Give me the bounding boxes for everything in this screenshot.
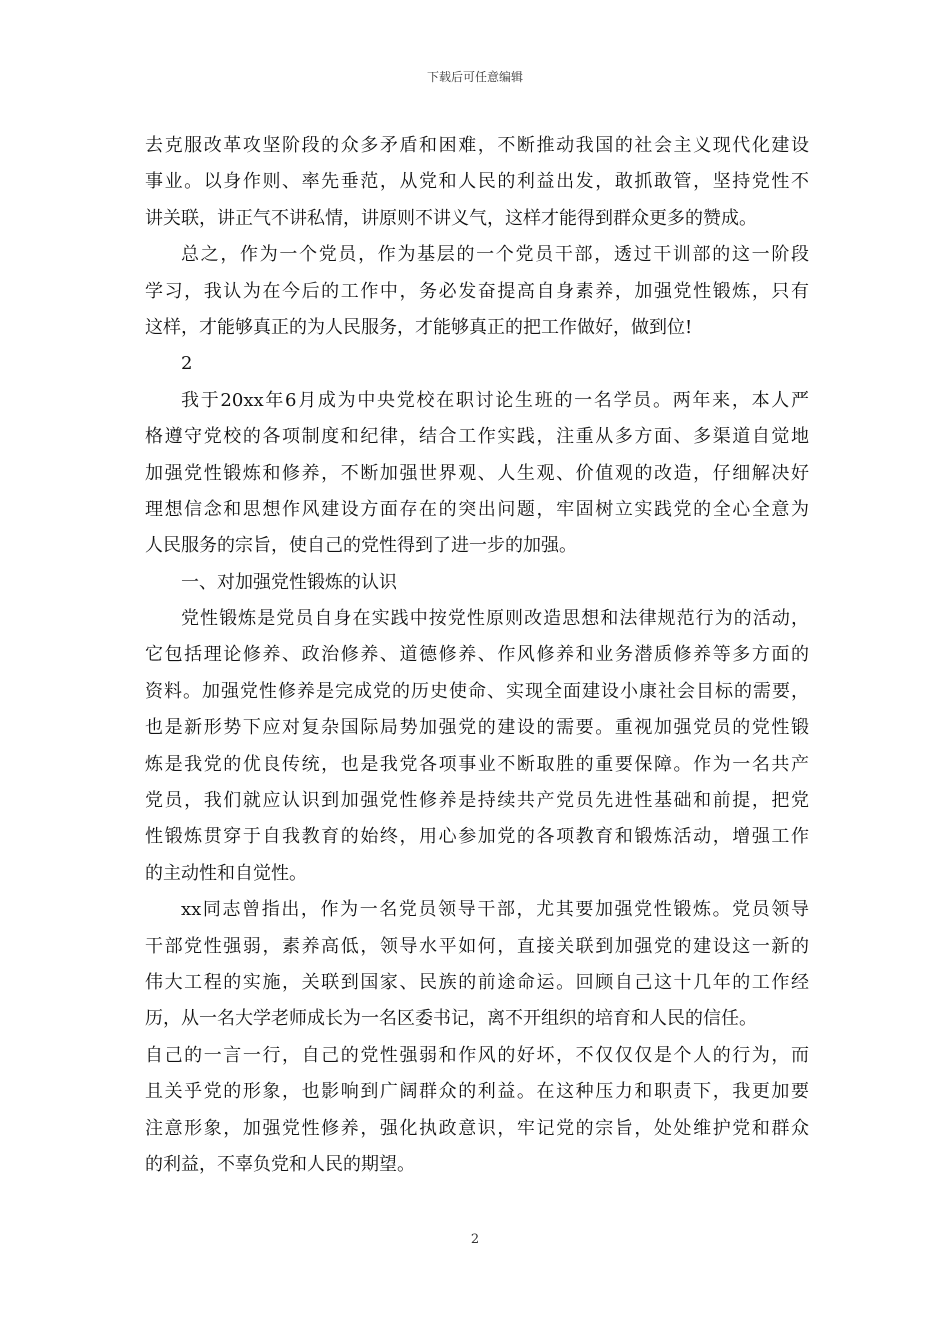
text-line: 也是新形势下应对复杂国际局势加强党的建设的需要。重视加强党员的党性锻 xyxy=(145,717,809,739)
text-line: 去克服改革攻坚阶段的众多矛盾和困难，不断推动我国的社会主义现代化建设 xyxy=(145,135,809,156)
text-line: xx同志曾指出，作为一名党员领导干部，尤其要加强党性锻炼。党员领导 xyxy=(181,899,809,921)
text-line: 这样，才能够真正的为人民服务，才能够真正的把工作做好，做到位! xyxy=(145,316,693,338)
text-line: 它包括理论修养、政治修养、道德修养、作风修养和业务潜质修养等多方面的 xyxy=(145,644,809,666)
text-line: 党性锻炼是党员自身在实践中按党性原则改造思想和法律规范行为的活动， xyxy=(181,608,809,630)
text-line: 一、对加强党性锻炼的认识 xyxy=(181,571,397,593)
text-line: 且关乎党的形象，也影响到广阔群众的利益。在这种压力和职责下，我更加要 xyxy=(145,1081,809,1103)
text-line: 总之，作为一个党员，作为基层的一个党员干部，透过干训部的这一阶段 xyxy=(181,244,809,266)
text-line: 讲关联，讲正气不讲私情，讲原则不讲义气，这样才能得到群众更多的赞成。 xyxy=(145,207,757,229)
text-line: 理想信念和思想作风建设方面存在的突出问题，牢固树立实践党的全心全意为 xyxy=(145,498,809,520)
document-body xyxy=(145,128,809,1183)
text-line: 自己的一言一行，自己的党性强弱和作风的好坏，不仅仅仅是个人的行为，而 xyxy=(145,1044,809,1066)
text-line: 学习，我认为在今后的工作中，务必发奋提高自身素养，加强党性锻炼，只有 xyxy=(145,280,809,302)
text-line: 党员，我们就应认识到加强党性修养是持续共产党员先进性基础和前提，把党 xyxy=(145,790,809,812)
text-line: 2 xyxy=(181,353,193,375)
text-line: 注意形象，加强党性修养，强化执政意识，牢记党的宗旨，处处维护党和群众 xyxy=(145,1117,809,1139)
text-line: 加强党性锻炼和修养，不断加强世界观、人生观、价值观的改造，仔细解决好 xyxy=(145,462,809,484)
text-line: 历，从一名大学老师成长为一名区委书记，离不开组织的培育和人民的信任。 xyxy=(145,1008,757,1030)
text-line: 事业。以身作则、率先垂范，从党和人民的利益出发，敢抓敢管，坚持党性不 xyxy=(145,171,809,193)
text-line: 干部党性强弱，素养高低，领导水平如何，直接关联到加强党的建设这一新的 xyxy=(145,935,809,957)
text-line: 炼是我党的优良传统，也是我党各项事业不断取胜的重要保障。作为一名共产 xyxy=(145,753,809,775)
text-line: 性锻炼贯穿于自我教育的始终，用心参加党的各项教育和锻炼活动，增强工作 xyxy=(145,826,809,848)
text-line: 资料。加强党性修养是完成党的历史使命、实现全面建设小康社会目标的需要， xyxy=(145,680,809,702)
page-number: 2 xyxy=(470,1232,480,1247)
text-line: 的利益，不辜负党和人民的期望。 xyxy=(145,1153,415,1175)
text-line: 格遵守党校的各项制度和纪律，结合工作实践，注重从多方面、多渠道自觉地 xyxy=(145,426,809,448)
text-line: 我于20xx年6月成为中央党校在职讨论生班的一名学员。两年来，本人严 xyxy=(181,389,809,411)
text-line: 人民服务的宗旨，使自己的党性得到了进一步的加强。 xyxy=(145,535,577,557)
text-line: 的主动性和自觉性。 xyxy=(145,862,307,884)
text-line: 伟大工程的实施，关联到国家、民族的前途命运。回顾自己这十几年的工作经 xyxy=(145,971,809,993)
page-header-note: 下载后可任意编辑 xyxy=(426,70,523,84)
